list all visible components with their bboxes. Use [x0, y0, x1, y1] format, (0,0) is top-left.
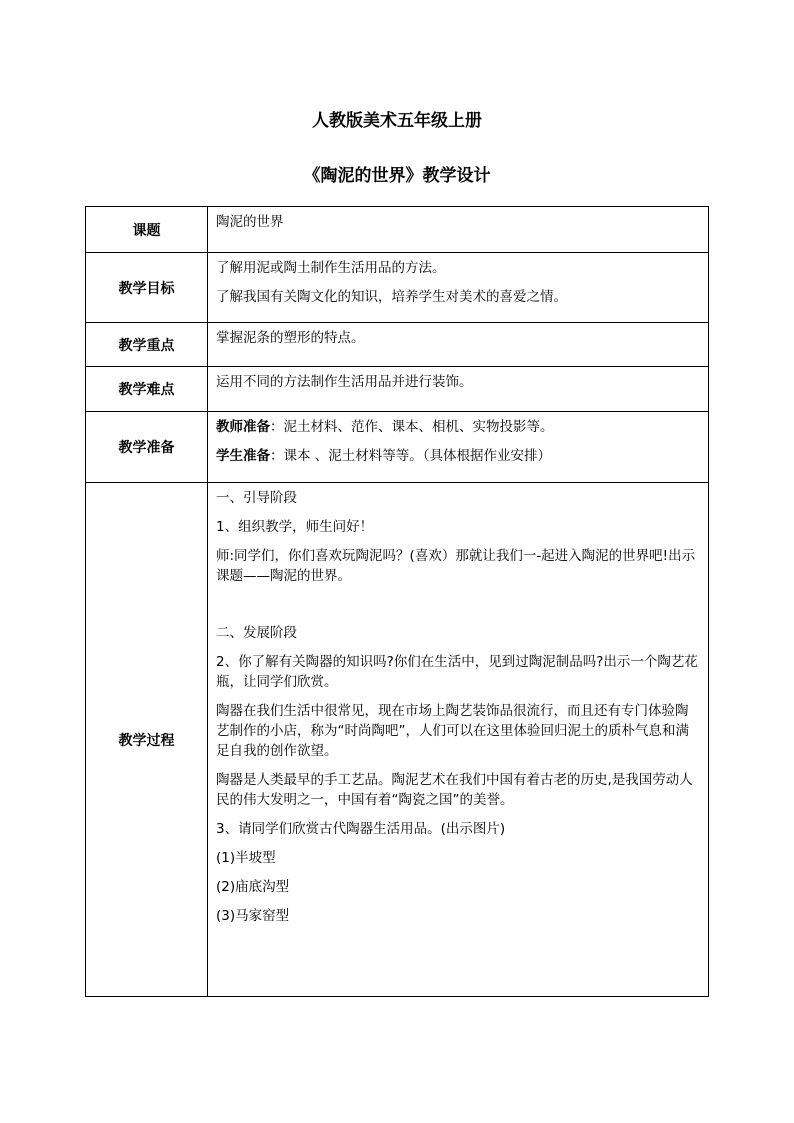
- student-preparation-label: 学生准备: [216, 448, 270, 464]
- process-paragraph: 3、请同学们欣赏古代陶器生活用品。(出示图片): [216, 821, 506, 837]
- preparation-cell: [208, 412, 709, 483]
- row-preparation: [86, 412, 709, 483]
- objective-line-2: 了解我国有关陶文化的知识，培养学生对美术的喜爱之情。: [216, 289, 567, 305]
- process-cell: [208, 483, 709, 997]
- process-stage-2-heading: 二、发展阶段: [216, 625, 297, 641]
- lesson-plan-table: [85, 206, 709, 997]
- key-point-cell: [208, 323, 709, 367]
- pottery-type-item: (3)马家窑型: [216, 908, 290, 924]
- objectives-label: 教学目标: [86, 253, 208, 323]
- blank-spacer: [216, 595, 700, 623]
- topic-value-cell: [208, 207, 709, 253]
- preparation-label: 教学准备: [86, 412, 208, 483]
- process-label: 教学过程: [86, 483, 208, 997]
- process-paragraph: 陶器是人类最早的手工艺品。陶泥艺术在我们中国有着古老的历史,是我国劳动人民的伟大发明之一，中国有着“陶瓷之国”的美誉。: [216, 772, 693, 808]
- difficulty-value: 运用不同的方法制作生活用品并进行装饰。: [216, 374, 473, 390]
- pottery-type-item: (2)庙底沟型: [216, 879, 290, 895]
- row-objectives: [86, 253, 709, 323]
- document-title: 人教版美术五年级上册: [312, 111, 482, 131]
- row-topic: [86, 207, 709, 253]
- row-difficulty: [86, 367, 709, 412]
- objectives-cell: [208, 253, 709, 323]
- process-paragraph: 师:同学们，你们喜欢玩陶泥吗？(喜欢）那就让我们一-起进入陶泥的世界吧!出示课题——陶泥的世界。: [216, 548, 696, 584]
- pottery-type-item: (1)半坡型: [216, 850, 276, 866]
- teacher-preparation-value: ：泥土材料、范作、课本、相机、实物投影等。: [270, 419, 554, 435]
- process-paragraph: 2、你了解有关陶器的知识吗?你们在生活中，见到过陶泥制品吗?出示一个陶艺花瓶，让同学们欣赏。: [216, 654, 698, 690]
- difficulty-cell: [208, 367, 709, 412]
- process-paragraph: 1、组织教学，师生问好！: [216, 519, 374, 535]
- topic-value: 陶泥的世界: [216, 214, 284, 230]
- process-paragraph: 陶器在我们生活中很常见，现在市场上陶艺装饰品很流行，而且还有专门体验陶艺制作的小店，称为“时尚陶吧”，人们可以在这里体验回归泥土的质朴气息和满足自我的创作欲望。: [216, 703, 689, 759]
- student-preparation: [216, 446, 700, 466]
- student-preparation-value: ：课本 、泥土材料等等。（具体根据作业安排）: [270, 448, 552, 464]
- teacher-preparation: [216, 417, 700, 437]
- difficulty-label: 教学难点: [86, 367, 208, 412]
- topic-label: 课题: [86, 207, 208, 253]
- process-stage-1-heading: 一、引导阶段: [216, 490, 297, 506]
- row-process: [86, 483, 709, 997]
- objective-line-1: 了解用泥或陶土制作生活用品的方法。: [216, 260, 446, 276]
- row-key-point: [86, 323, 709, 367]
- teacher-preparation-label: 教师准备: [216, 419, 270, 435]
- key-point-value: 掌握泥条的塑形的特点。: [216, 330, 365, 346]
- lesson-title: 《陶泥的世界》教学设计: [303, 166, 491, 186]
- key-point-label: 教学重点: [86, 323, 208, 367]
